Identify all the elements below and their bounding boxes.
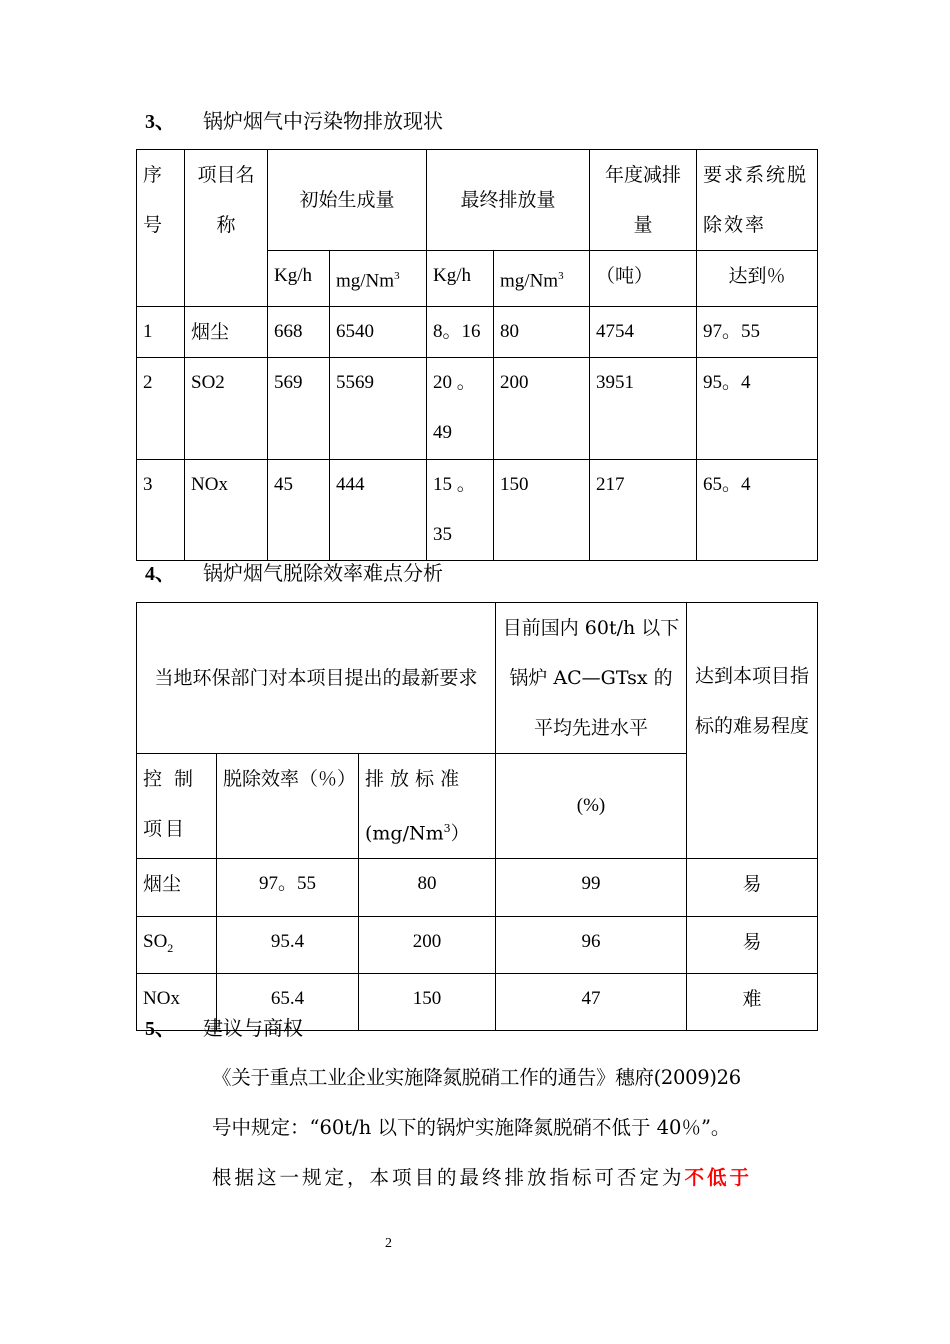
cell-final-kgh: 20 。49	[427, 358, 494, 460]
header-difficulty: 达到本项目指标的难易程度	[687, 603, 818, 859]
cell-control-item: 烟尘	[137, 859, 217, 917]
cell-removal-eff: 65.4	[217, 973, 359, 1030]
highlight-text: 不低于	[684, 1166, 753, 1189]
cell-emission-std: 150	[359, 973, 496, 1030]
cell-removal-eff: 95.4	[217, 917, 359, 974]
cell-eff: 95。4	[697, 358, 818, 460]
cell-seq: 3	[137, 460, 185, 561]
section-5-number: 5、	[145, 1018, 175, 1040]
section-4-title: 锅炉烟气脱除效率难点分析	[203, 561, 443, 585]
section-3-number: 3、	[145, 111, 175, 133]
cell-final-mg: 200	[494, 358, 590, 460]
cell-control-item: NOx	[137, 973, 217, 1030]
header-domestic-level: 目前国内 60t/h 以下锅炉 AC—GTsx 的平均先进水平	[496, 603, 687, 754]
unit-percent: 达到％	[697, 251, 818, 307]
unit-final-kgh: Kg/h	[427, 251, 494, 307]
cell-name: SO2	[185, 358, 268, 460]
paragraph-line-1: 《关于重点工业企业实施降氮脱硝工作的通告》穗府(2009)26	[212, 1066, 741, 1089]
cell-name: NOx	[185, 460, 268, 561]
section-5-heading	[145, 1013, 303, 1044]
section-4-heading	[145, 558, 443, 589]
page-number: 2	[385, 1236, 392, 1251]
table-row	[137, 460, 818, 561]
unit-initial-kgh: Kg/h	[268, 251, 330, 307]
unit-final-mgnm: mg/Nm$^3$	[494, 251, 590, 307]
cell-init-mg: 6540	[330, 307, 427, 358]
cell-difficulty: 易	[687, 917, 818, 974]
cell-annual: 4754	[590, 307, 697, 358]
cell-init-kgh: 569	[268, 358, 330, 460]
header-local-requirement: 当地环保部门对本项目提出的最新要求	[137, 603, 496, 754]
cell-control-item: $SO_2$	[137, 917, 217, 974]
cell-seq: 2	[137, 358, 185, 460]
cell-eff: 97。55	[697, 307, 818, 358]
cell-domestic-level: 47	[496, 973, 687, 1030]
section-4-number: 4、	[145, 563, 175, 585]
paragraph-line-3	[212, 1153, 752, 1203]
cell-final-kgh: 15 。35	[427, 460, 494, 561]
cell-final-mg: 150	[494, 460, 590, 561]
table-row	[137, 917, 818, 974]
unit-ton: （吨）	[590, 251, 697, 307]
header-emission-standard: 排 放 标 准(mg/Nm$^3$）	[359, 754, 496, 859]
header-final: 最终排放量	[427, 150, 590, 251]
header-removal-efficiency: 脱除效率（％）	[217, 754, 359, 859]
emission-status-table	[136, 149, 818, 561]
table-row	[137, 358, 818, 460]
table-row	[137, 859, 818, 917]
cell-emission-std: 200	[359, 917, 496, 974]
cell-annual: 3951	[590, 358, 697, 460]
cell-seq: 1	[137, 307, 185, 358]
cell-emission-std: 80	[359, 859, 496, 917]
header-seq: 序号	[137, 150, 185, 307]
cell-init-mg: 5569	[330, 358, 427, 460]
cell-init-kgh: 668	[268, 307, 330, 358]
table-row	[137, 307, 818, 358]
section-3-title: 锅炉烟气中污染物排放现状	[203, 109, 443, 133]
header-required: 要求系统脱除效率	[697, 150, 818, 251]
unit-initial-mgnm: mg/Nm$^3$	[330, 251, 427, 307]
cell-name: 烟尘	[185, 307, 268, 358]
paragraph-line-2: 号中规定：“60t/h 以下的锅炉实施降氮脱硝不低于 40％”。	[212, 1116, 731, 1139]
cell-domestic-level: 96	[496, 917, 687, 974]
section-5-title: 建议与商权	[203, 1016, 303, 1040]
cell-init-kgh: 45	[268, 460, 330, 561]
cell-difficulty: 易	[687, 859, 818, 917]
cell-final-kgh: 8。16	[427, 307, 494, 358]
header-item-name: 项目名称	[185, 150, 268, 307]
header-control-item: 控 制项目	[137, 754, 217, 859]
cell-annual: 217	[590, 460, 697, 561]
header-percent: (%)	[496, 754, 687, 859]
cell-domestic-level: 99	[496, 859, 687, 917]
cell-init-mg: 444	[330, 460, 427, 561]
cell-removal-eff: 97。55	[217, 859, 359, 917]
section-3-heading	[145, 106, 443, 137]
cell-eff: 65。4	[697, 460, 818, 561]
header-annual: 年度减排量	[590, 150, 697, 251]
difficulty-analysis-table	[136, 602, 818, 1031]
paragraph-line-3-text: 根据这一规定，本项目的最终排放指标可否定为	[212, 1166, 685, 1189]
header-initial: 初始生成量	[268, 150, 427, 251]
cell-final-mg: 80	[494, 307, 590, 358]
cell-difficulty: 难	[687, 973, 818, 1030]
